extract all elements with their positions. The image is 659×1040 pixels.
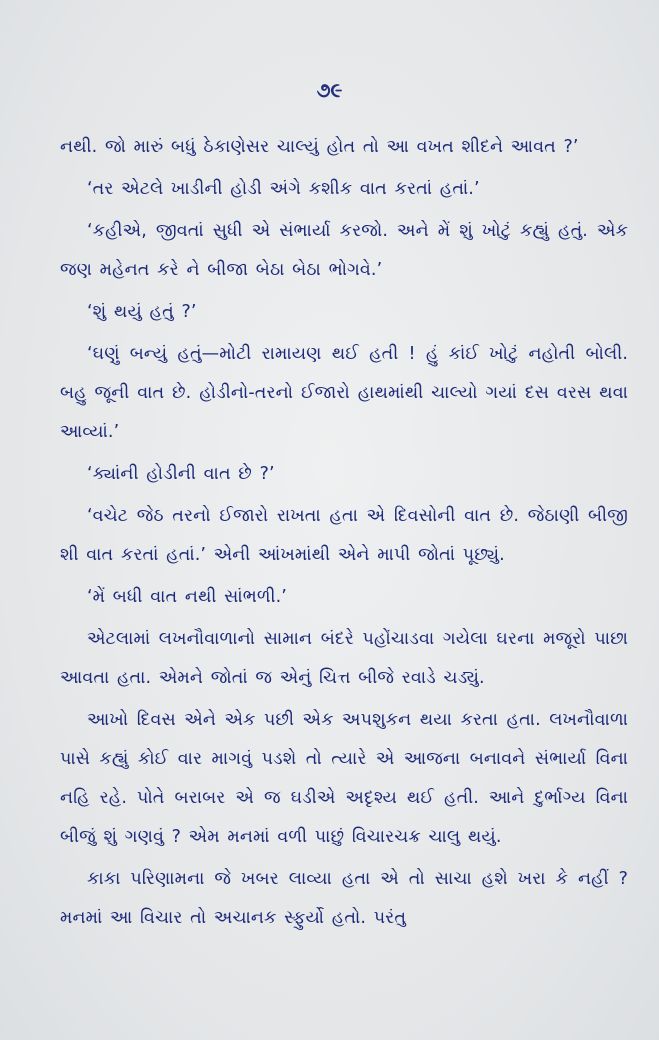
body-text bbox=[60, 128, 628, 938]
paragraph-1: નથી. જો મારું બધું ઠેકાણેસર ચાલ્યું હોત તો આ વખત શીદને આવત ?’ bbox=[60, 137, 579, 157]
paragraph-9: એટલામાં લખનૌવાળાનો સામાન બંદરે પહોંચાડવા ગયેલા ઘરના મજૂરો પાછા આવતા હતા. એમને જોતાં જ એનું ચિત્ત બીજે રવાડે ચડ્યું. bbox=[60, 629, 628, 688]
page-number: ૭૯ bbox=[316, 78, 343, 102]
paragraph-6: ‘ક્યાંની હોડીની વાત છે ?’ bbox=[87, 464, 275, 484]
paragraph-7: ‘વચેટ જેઠ તરનો ઈજારો રાખતા હતા એ દિવસોની વાત છે. જેઠાણી બીજી શી વાત કરતાં હતાં.’ એની આંખમાંથી એને માપી જોતાં પૂછ્યું. bbox=[60, 506, 628, 565]
paragraph-2: ‘તર એટલે ખાડીની હોડી અંગે કશીક વાત કરતાં હતાં.’ bbox=[87, 179, 480, 199]
paragraph-8: ‘મેં બધી વાત નથી સાંભળી.’ bbox=[87, 587, 287, 607]
paragraph-10: આખો દિવસ એને એક પછી એક અપશુકન થયા કરતા હતા. લખનૌવાળા પાસે કહ્યું કોઈ વાર માગવું પડશે તો ત્યારે એ આજના બનાવને સંભાર્યા વિના નહિ રહે. પોતે બરાબર એ જ ઘડીએ અદૃશ્ય થઈ હતી. આને દુર્ભાગ્ય વિના બીજું શું ગણવું ? એમ મનમાં વળી પાછું વિચારચક્ર ચાલુ થયું. bbox=[60, 710, 628, 847]
paragraph-5: ‘ઘણું બન્યું હતું—મોટી રામાયણ થઈ હતી ! હું કાંઈ ખોટું નહોતી બોલી. બહુ જૂની વાત છે. હોડીનો-તરનો ઈજારો હાથમાંથી ચાલ્યો ગયાં દસ વરસ થવા આવ્યાં.’ bbox=[60, 344, 628, 442]
paragraph-3: ‘કહીએ, જીવતાં સુધી એ સંભાર્યા કરજો. અને મેં શું ખોટું કહ્યું હતું. એક જણ મહેનત કરે ને બીજા બેઠા બેઠા ભોગવે.’ bbox=[60, 221, 628, 280]
paragraph-4: ‘શું થયું હતું ?’ bbox=[87, 302, 197, 322]
paragraph-11: કાકા પરિણામના જે ખબર લાવ્યા હતા એ તો સાચા હશે ખરા કે નહીં ? મનમાં આ વિચાર તો અચાનક સ્ફુર્યો હતો. પરંતુ bbox=[60, 869, 628, 928]
